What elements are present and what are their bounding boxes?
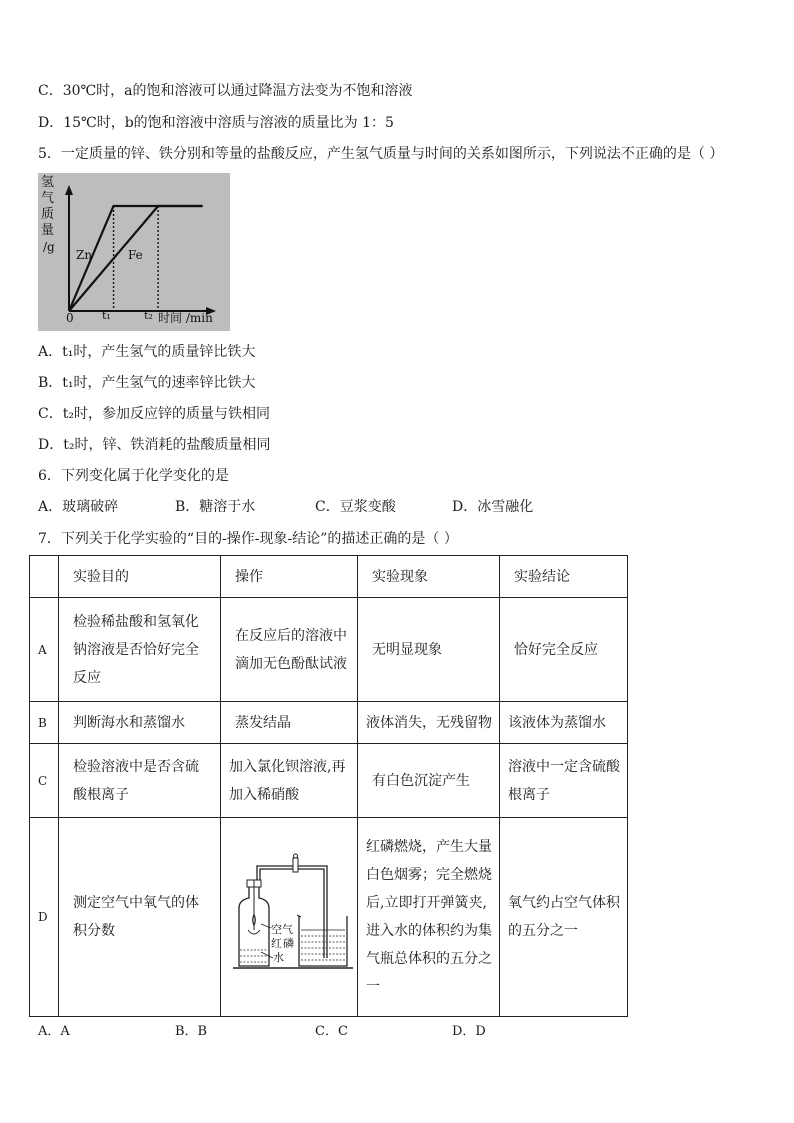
q5-option-a: A．t₁时，产生氢气的质量锌比铁大: [38, 344, 256, 360]
cell-text: 测定空气中氧气的体积分数: [73, 895, 199, 939]
cell-text: 加入氯化钡溶液,再加入稀硝酸: [229, 758, 346, 803]
y-label-1: 氢: [41, 175, 55, 190]
cell-purpose: [59, 598, 221, 702]
hydrogen-time-chart: [38, 173, 230, 331]
cell-operation: [221, 744, 358, 818]
q4-option-c: C．30℃时，a的饱和溶液可以通过降温方法变为不饱和溶液: [38, 83, 413, 99]
series-label-fe: Fe: [128, 248, 143, 262]
x-axis-label: 时间 /min: [158, 311, 213, 325]
q5-option-c: C．t₂时，参加反应锌的质量与铁相同: [38, 406, 270, 422]
apparatus-label-water: 水: [273, 951, 284, 964]
cell-operation: [221, 598, 358, 702]
experiment-table: [29, 555, 628, 1017]
apparatus-label-phos-2: 磷: [283, 937, 294, 950]
apparatus-label-air: 空气: [271, 923, 293, 936]
q7-option-d: D．D: [452, 1024, 486, 1039]
row-label-c: C: [30, 744, 59, 818]
cell-phenomenon: 无明显现象: [358, 598, 500, 702]
q6-option-b: B．糖溶于水: [175, 499, 256, 515]
y-label-4: 量: [41, 223, 55, 238]
q5-option-b: B．t₁时，产生氢气的速率锌比铁大: [38, 375, 256, 391]
air-oxygen-apparatus: [221, 818, 357, 1016]
header-cell-conclusion: 实验结论: [500, 556, 628, 598]
q6-option-a: A．玻璃破碎: [38, 499, 119, 515]
apparatus-label-phos-1: 红: [271, 937, 282, 950]
cell-text: 溶液中一定含硫酸根离子: [508, 758, 620, 803]
q6-option-d: D．冰雪融化: [452, 499, 534, 515]
table-row: [30, 702, 628, 744]
tick-label-t2: t₂: [144, 309, 153, 322]
table-row: [30, 598, 628, 702]
q7-option-a: A．A: [38, 1024, 70, 1039]
origin-label: 0: [66, 311, 74, 325]
cell-text: 红磷燃烧，产生大量白色烟雾；完全燃烧后,立即打开弹簧夹,进入水的体积约为集气瓶总体积的五分之一: [366, 839, 492, 995]
table-header-row: [30, 556, 628, 598]
cell-purpose: [59, 744, 221, 818]
q7-option-b: B．B: [175, 1024, 208, 1039]
q5-stem: 5．一定质量的锌、铁分别和等量的盐酸反应，产生氢气质量与时间的关系如图所示，下列说法不正确的是（ ）: [38, 146, 724, 162]
q6-stem: 6．下列变化属于化学变化的是: [38, 468, 229, 484]
cell-text: 在反应后的溶液中滴加无色酚酞试液: [235, 627, 347, 672]
cell-text: 检验溶液中是否含硫酸根离子: [73, 758, 199, 803]
table-row: [30, 744, 628, 818]
cell-operation-figure: [221, 818, 358, 1017]
q4-option-d: D．15℃时，b的饱和溶液中溶质与溶液的质量比为 1：5: [38, 115, 394, 131]
cell-operation: 蒸发结晶: [221, 702, 358, 744]
cell-phenomenon: 液体消失，无残留物: [358, 702, 500, 744]
row-label-a: A: [30, 598, 59, 702]
tick-label-t1: t₁: [102, 309, 111, 322]
q6-option-c: C．豆浆变酸: [315, 499, 396, 515]
cell-phenomenon: [358, 818, 500, 1017]
apparatus-figure: [221, 818, 357, 1016]
header-cell-purpose: 实验目的: [59, 556, 221, 598]
q5-option-d: D．t₂时，锌、铁消耗的盐酸质量相同: [38, 437, 271, 453]
cell-conclusion: 该液体为蒸馏水: [500, 702, 628, 744]
row-label-b: B: [30, 702, 59, 744]
q7-stem: 7．下列关于化学实验的“目的-操作-现象-结论”的描述正确的是（ ）: [38, 531, 458, 547]
header-cell-phenomenon: 实验现象: [358, 556, 500, 598]
cell-text: 氧气约占空气体积的五分之一: [508, 895, 620, 939]
cell-text: 检验稀盐酸和氢氧化钠溶液是否恰好完全反应: [73, 613, 199, 686]
header-cell-blank: [30, 556, 59, 598]
table-row: [30, 818, 628, 1017]
cell-conclusion: 恰好完全反应: [500, 598, 628, 702]
y-label-3: 质: [41, 207, 55, 222]
row-label-d: D: [30, 818, 59, 1017]
y-label-5: /g: [43, 240, 55, 254]
cell-purpose: 判断海水和蒸馏水: [59, 702, 221, 744]
cell-purpose: [59, 818, 221, 1017]
cell-conclusion: [500, 744, 628, 818]
q7-option-c: C．C: [315, 1024, 348, 1039]
y-axis-arrow: [65, 185, 73, 195]
header-cell-operation: 操作: [221, 556, 358, 598]
series-label-zn: Zn: [76, 248, 93, 262]
y-label-2: 气: [41, 191, 55, 206]
cell-conclusion: [500, 818, 628, 1017]
cell-phenomenon: 有白色沉淀产生: [358, 744, 500, 818]
